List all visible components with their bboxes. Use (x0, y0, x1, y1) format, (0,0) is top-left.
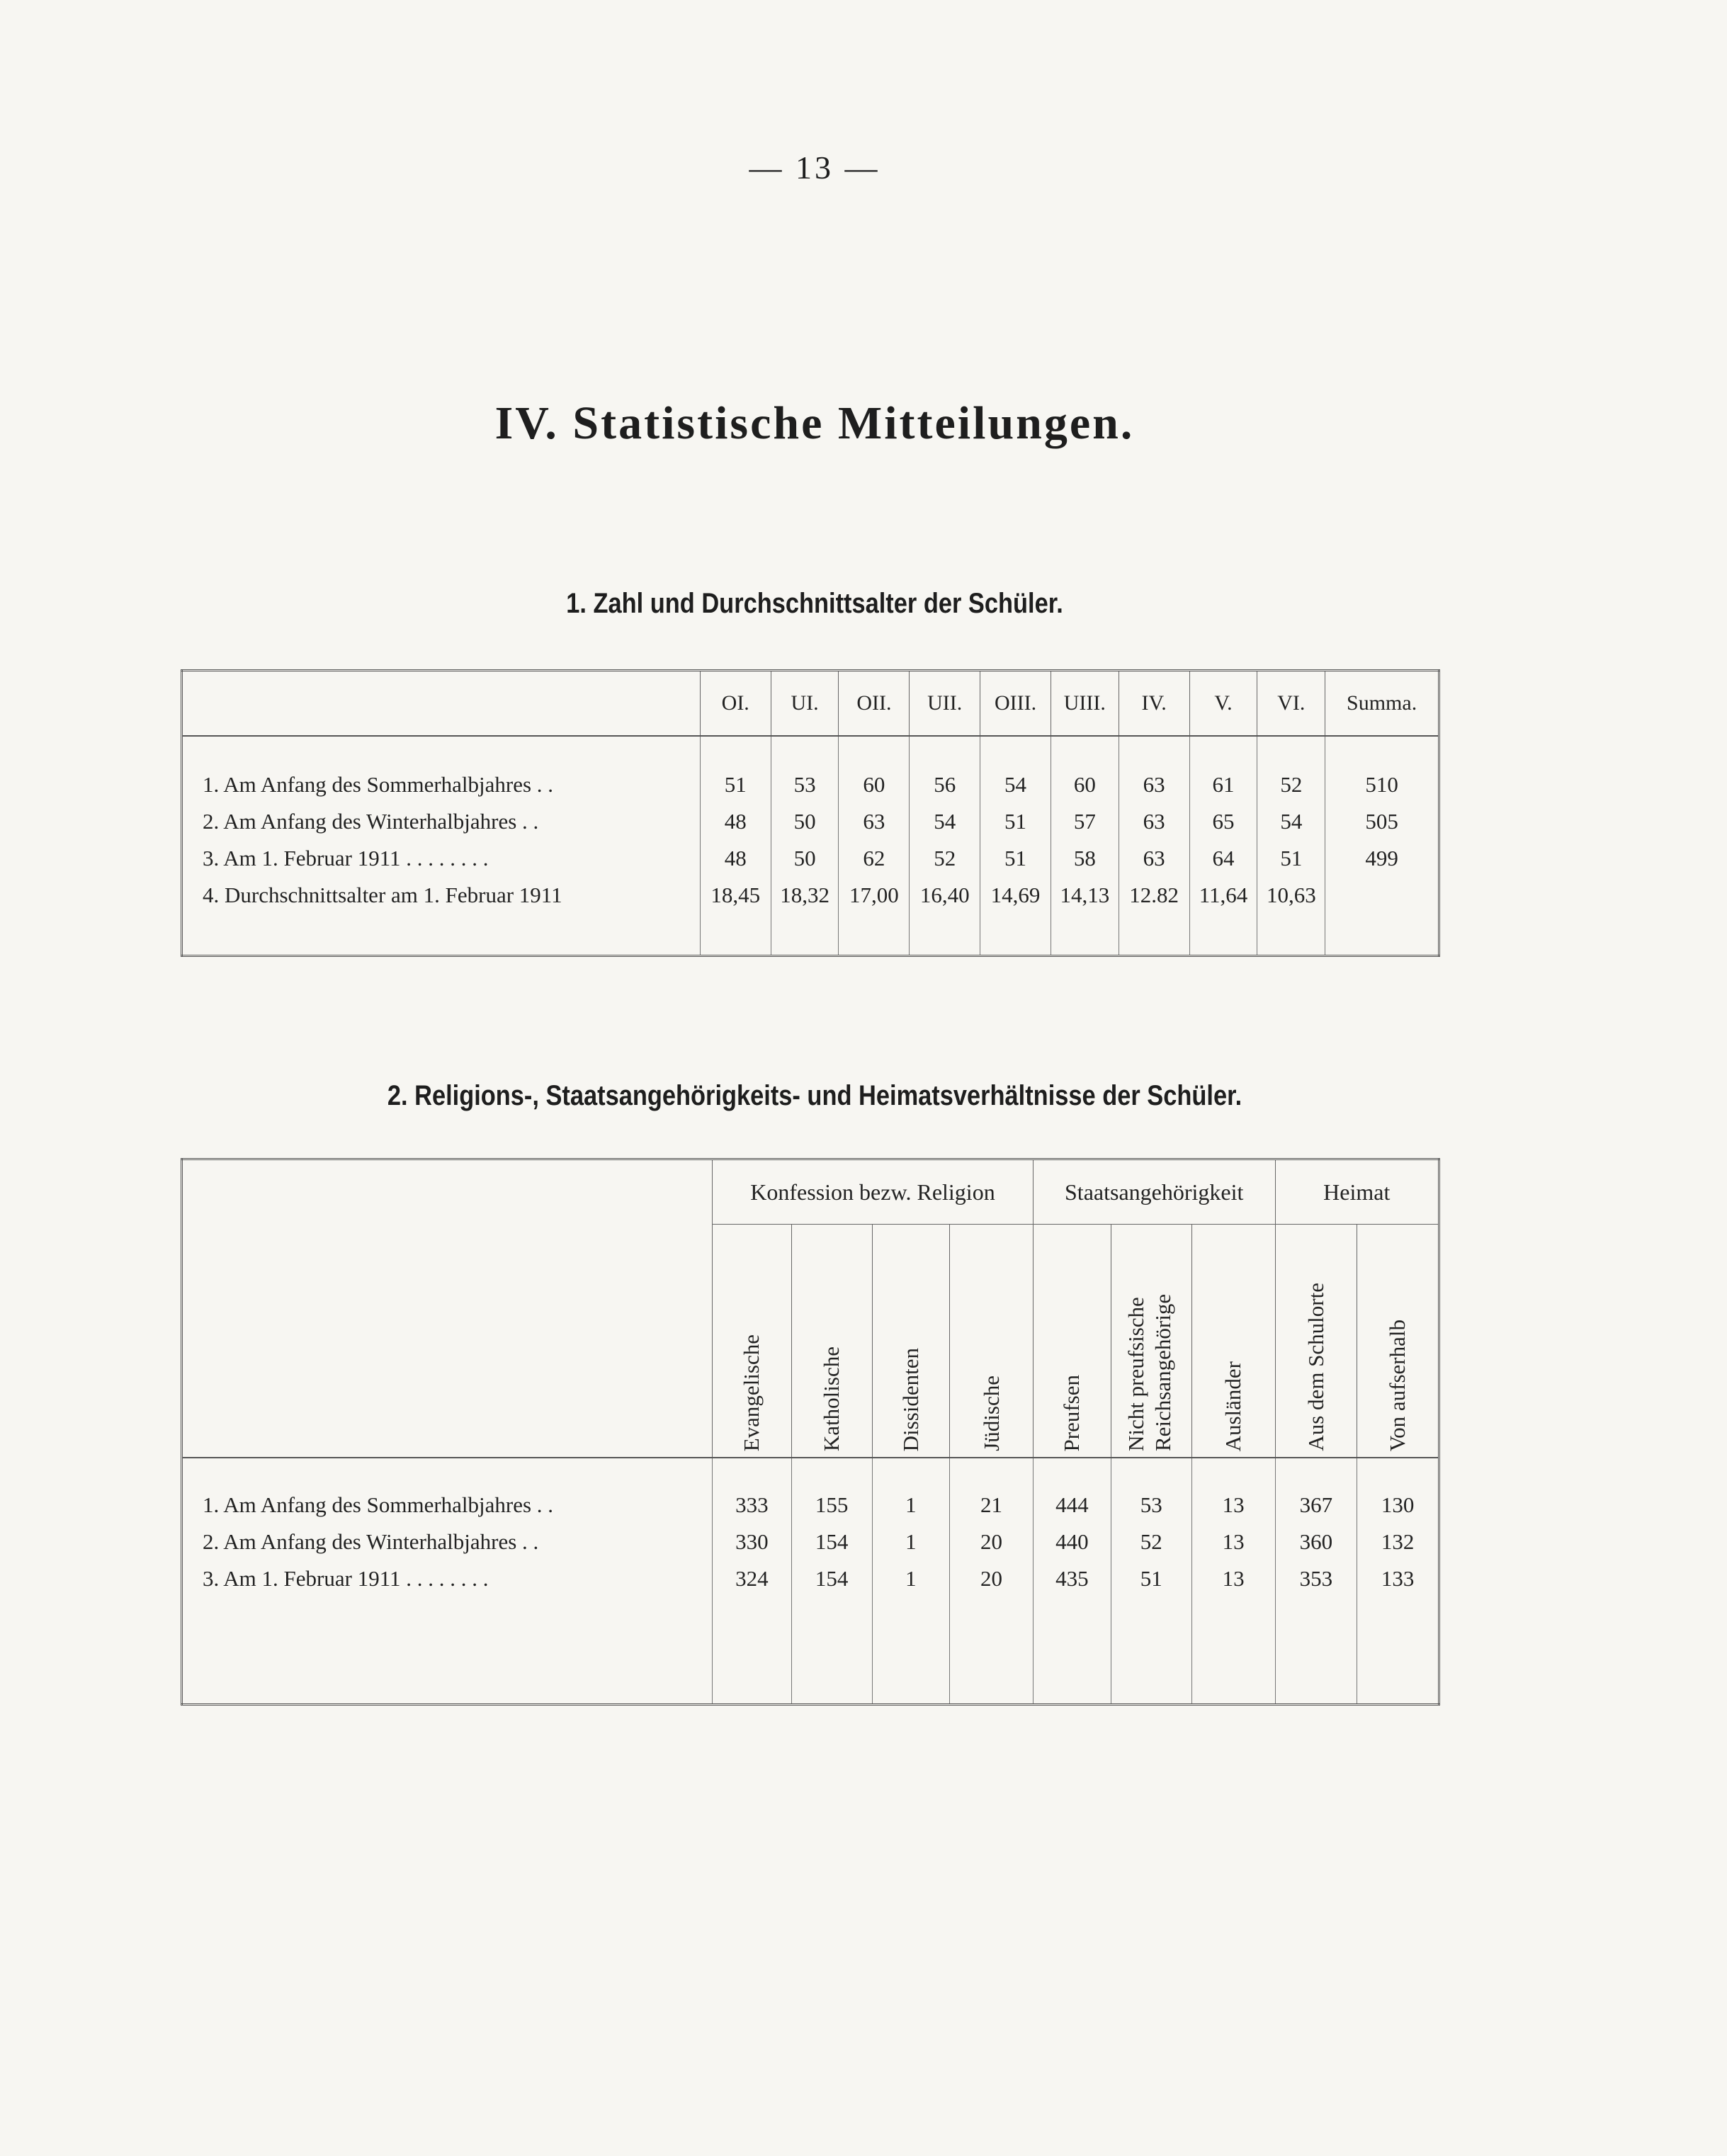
col-header-vertical (1111, 1225, 1191, 1458)
table1-spacer-row (182, 914, 1439, 956)
table-cell: 53 (1111, 1487, 1191, 1524)
col-header: IV. (1119, 671, 1189, 737)
table-row (182, 877, 1439, 914)
section2-title: 2. Religions-, Staatsangehörigkeits- und Heimatsverhältnisse der Schüler. (387, 1080, 1242, 1111)
table-cell: 48 (700, 840, 771, 877)
table2-spacer-row (182, 1458, 1439, 1487)
table-cell: 57 (1051, 803, 1119, 840)
enrollment-table (181, 669, 1440, 957)
table-cell: 499 (1325, 840, 1439, 877)
table-cell: 18,32 (771, 877, 839, 914)
table-cell: 133 (1357, 1560, 1439, 1597)
row-label: 2. Am Anfang des Winterhalbjahres . . (203, 1529, 539, 1554)
table-cell: 54 (980, 766, 1051, 803)
table-cell: 52 (1257, 766, 1325, 803)
table-cell: 13 (1191, 1524, 1275, 1560)
table-cell: 440 (1033, 1524, 1111, 1560)
table-cell: 367 (1275, 1487, 1357, 1524)
table-cell: 510 (1325, 766, 1439, 803)
col-header-label: Preufsen (1059, 1374, 1085, 1451)
col-header-vertical (1275, 1225, 1357, 1458)
col-header-label: Evangelische (739, 1334, 764, 1451)
row-label: 3. Am 1. Februar 1911 . . . . . . . . (203, 846, 489, 870)
table-cell: 13 (1191, 1560, 1275, 1597)
table-cell: 324 (713, 1560, 792, 1597)
table-cell (1325, 877, 1439, 914)
table-cell: 54 (910, 803, 980, 840)
table-row (182, 1487, 1439, 1524)
table-cell: 444 (1033, 1487, 1111, 1524)
table-cell: 21 (950, 1487, 1034, 1524)
col-header: OI. (700, 671, 771, 737)
table-cell: 16,40 (910, 877, 980, 914)
table-cell: 60 (1051, 766, 1119, 803)
col-header: UI. (771, 671, 839, 737)
group-header-heimat: Heimat (1275, 1159, 1439, 1225)
religion-nationality-table (181, 1158, 1440, 1706)
table2-group-row (182, 1159, 1439, 1225)
group-header-staatsangehoerigkeit: Staatsangehörigkeit (1033, 1159, 1275, 1225)
col-header: V. (1189, 671, 1257, 737)
table-cell: 132 (1357, 1524, 1439, 1560)
table-cell: 130 (1357, 1487, 1439, 1524)
group-header-konfession: Konfession bezw. Religion (713, 1159, 1034, 1225)
col-header-vertical (713, 1225, 792, 1458)
table-cell: 56 (910, 766, 980, 803)
col-header: UIII. (1051, 671, 1119, 737)
row-label: 2. Am Anfang des Winterhalbjahres . . (203, 809, 539, 834)
col-header-label: Ausländer (1221, 1361, 1246, 1451)
table-cell: 62 (839, 840, 910, 877)
col-header-label: Aus dem Schulorte (1303, 1283, 1328, 1451)
table-cell: 52 (1111, 1524, 1191, 1560)
table-cell: 1 (872, 1524, 950, 1560)
table1-spacer-row (182, 736, 1439, 766)
page-number: — 13 — (749, 149, 881, 186)
table-cell: 12.82 (1119, 877, 1189, 914)
col-header: VI. (1257, 671, 1325, 737)
table-cell: 11,64 (1189, 877, 1257, 914)
row-label: 3. Am 1. Februar 1911 . . . . . . . . (203, 1566, 489, 1591)
col-header-vertical (1191, 1225, 1275, 1458)
col-header: UII. (910, 671, 980, 737)
table-cell: 63 (839, 803, 910, 840)
col-header-label: Nicht preufsische Reichsangehörige (1123, 1293, 1176, 1451)
table-row (182, 840, 1439, 877)
section1-title: 1. Zahl und Durchschnittsalter der Schüler. (566, 588, 1063, 619)
table-cell: 48 (700, 803, 771, 840)
table-cell: 154 (791, 1560, 872, 1597)
table-row (182, 766, 1439, 803)
col-header-vertical (1357, 1225, 1439, 1458)
col-header-vertical (1033, 1225, 1111, 1458)
row-label: 4. Durchschnittsalter am 1. Februar 1911 (203, 883, 562, 907)
table-cell: 51 (980, 840, 1051, 877)
table-cell: 65 (1189, 803, 1257, 840)
table-cell: 64 (1189, 840, 1257, 877)
row-label: 1. Am Anfang des Sommerhalbjahres . . (203, 1492, 554, 1517)
table-cell: 435 (1033, 1560, 1111, 1597)
table-cell: 51 (1257, 840, 1325, 877)
col-header-label: Dissidenten (898, 1347, 923, 1451)
col-header-label: Von aufserhalb (1385, 1319, 1410, 1451)
table-cell: 10,63 (1257, 877, 1325, 914)
table2-corner-cell (182, 1159, 713, 1458)
table-cell: 155 (791, 1487, 872, 1524)
table-cell: 60 (839, 766, 910, 803)
table-cell: 353 (1275, 1560, 1357, 1597)
table-cell: 14,13 (1051, 877, 1119, 914)
col-header-vertical (950, 1225, 1034, 1458)
table-cell: 63 (1119, 766, 1189, 803)
table-cell: 330 (713, 1524, 792, 1560)
col-header-vertical (872, 1225, 950, 1458)
col-header: Summa. (1325, 671, 1439, 737)
table1-corner-cell (182, 671, 701, 737)
table-cell: 58 (1051, 840, 1119, 877)
main-title: IV. Statistische Mitteilungen. (494, 397, 1135, 449)
table-cell: 50 (771, 840, 839, 877)
col-header: OIII. (980, 671, 1051, 737)
table-cell: 505 (1325, 803, 1439, 840)
table-cell: 20 (950, 1524, 1034, 1560)
table-cell: 18,45 (700, 877, 771, 914)
table-cell: 51 (980, 803, 1051, 840)
table-row (182, 1524, 1439, 1560)
table-cell: 17,00 (839, 877, 910, 914)
table-cell: 61 (1189, 766, 1257, 803)
col-header-vertical (791, 1225, 872, 1458)
table-cell: 63 (1119, 840, 1189, 877)
table-cell: 63 (1119, 803, 1189, 840)
table-cell: 1 (872, 1487, 950, 1524)
table-cell: 14,69 (980, 877, 1051, 914)
table-cell: 51 (700, 766, 771, 803)
table-cell: 360 (1275, 1524, 1357, 1560)
table-cell: 52 (910, 840, 980, 877)
col-header-label: Katholische (819, 1346, 844, 1451)
col-header: OII. (839, 671, 910, 737)
table-cell: 54 (1257, 803, 1325, 840)
table-cell: 1 (872, 1560, 950, 1597)
table-cell: 20 (950, 1560, 1034, 1597)
table2-spacer-row (182, 1597, 1439, 1705)
table-cell: 13 (1191, 1487, 1275, 1524)
table-cell: 51 (1111, 1560, 1191, 1597)
table1-header-row (182, 671, 1439, 737)
table-cell: 50 (771, 803, 839, 840)
table-row (182, 803, 1439, 840)
table-cell: 333 (713, 1487, 792, 1524)
table-row (182, 1560, 1439, 1597)
table-cell: 53 (771, 766, 839, 803)
table-cell: 154 (791, 1524, 872, 1560)
col-header-label: Jüdische (978, 1375, 1004, 1451)
row-label: 1. Am Anfang des Sommerhalbjahres . . (203, 772, 554, 797)
